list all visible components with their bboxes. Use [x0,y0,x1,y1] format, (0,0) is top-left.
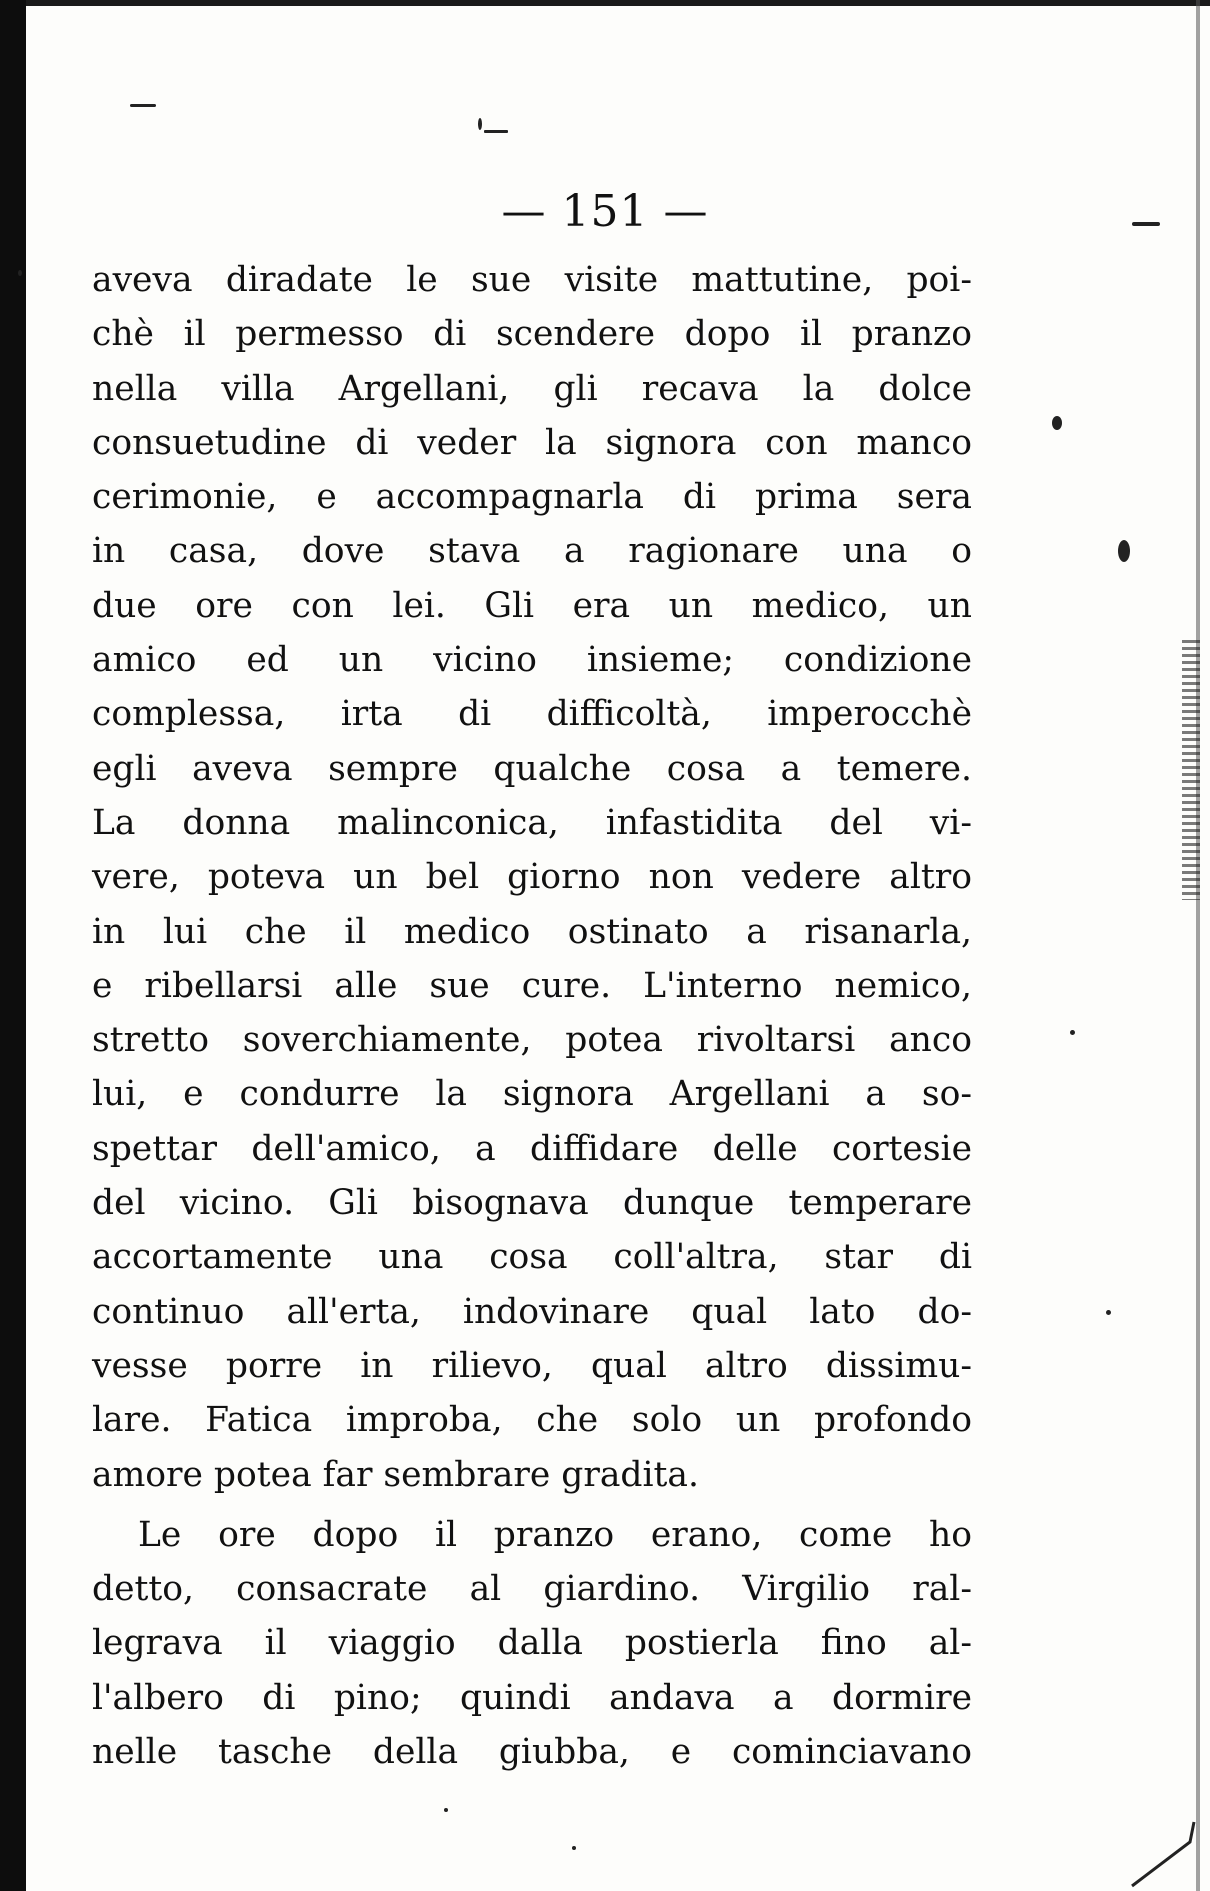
paragraph-1 [92,253,972,1502]
scan-right-edge [1196,0,1200,1891]
text-line: in lui che il medico ostinato a risanarla, [92,911,972,952]
scan-edge-noise [1182,640,1200,900]
text-line: Le ore dopo il pranzo erano, come ho [138,1514,972,1555]
text-line: l'albero di pino; quindi andava a dormire [92,1677,972,1718]
page-corner-curl [1130,1818,1196,1888]
scan-speck [444,1808,448,1812]
scan-speck [572,1846,576,1850]
text-line: complessa, irta di difficoltà, imperocchè [92,694,972,735]
scan-speck [484,130,508,133]
scan-top-edge [26,0,1210,6]
text-line: cerimonie, e accompagnarla di prima sera [92,477,972,518]
text-line: detto, consacrate al giardino. Virgilio ral- [92,1569,972,1610]
text-line: del vicino. Gli bisognava dunque temperare [92,1183,972,1224]
text-line: lare. Fatica improba, che solo un profondo [92,1400,972,1441]
scan-speck [1106,1310,1111,1315]
scan-binding-edge [0,0,26,1891]
scan-speck [1118,540,1130,562]
scan-speck [130,104,156,107]
text-line: nella villa Argellani, gli recava la dolce [92,368,972,409]
scan-speck [1070,1030,1075,1035]
text-line: spettar dell'amico, a diffidare delle cortesie [92,1128,972,1169]
text-line: lui, e condurre la signora Argellani a so- [92,1074,972,1115]
text-line: due ore con lei. Gli era un medico, un [92,585,972,626]
text-line: vesse porre in rilievo, qual altro dissimu- [92,1345,972,1386]
text-line: amore potea far sembrare gradita. [92,1454,699,1495]
text-line: chè il permesso di scendere dopo il pranzo [92,314,972,355]
text-line: e ribellarsi alle sue cure. L'interno nemico, [92,965,972,1006]
text-line: aveva diradate le sue visite mattutine, poi- [92,260,972,300]
text-line: accortamente una cosa coll'altra, star di [92,1237,972,1278]
text-line: amico ed un vicino insieme; condizione [92,640,972,681]
scan-speck [1052,416,1062,430]
text-line: continuo all'erta, indovinare qual lato do- [92,1291,972,1332]
scan-speck [18,270,22,276]
text-line: stretto soverchiamente, potea rivoltarsi anco [92,1020,972,1061]
text-line: legrava il viaggio dalla postierla fino al- [92,1623,972,1664]
text-line: vere, poteva un bel giorno non vedere altro [92,857,972,898]
text-line: consuetudine di veder la signora con manco [92,422,972,463]
scan-speck [478,118,482,130]
text-line: in casa, dove stava a ragionare una o [92,531,972,572]
page-number: — 151 — [501,186,709,237]
text-line: La donna malinconica, infastidita del vi- [92,802,972,843]
paragraph-2 [92,1508,972,1779]
text-line: nelle tasche della giubba, e cominciavano [92,1732,972,1773]
body-text [92,253,972,1779]
text-line: egli aveva sempre qualche cosa a temere. [92,748,972,789]
